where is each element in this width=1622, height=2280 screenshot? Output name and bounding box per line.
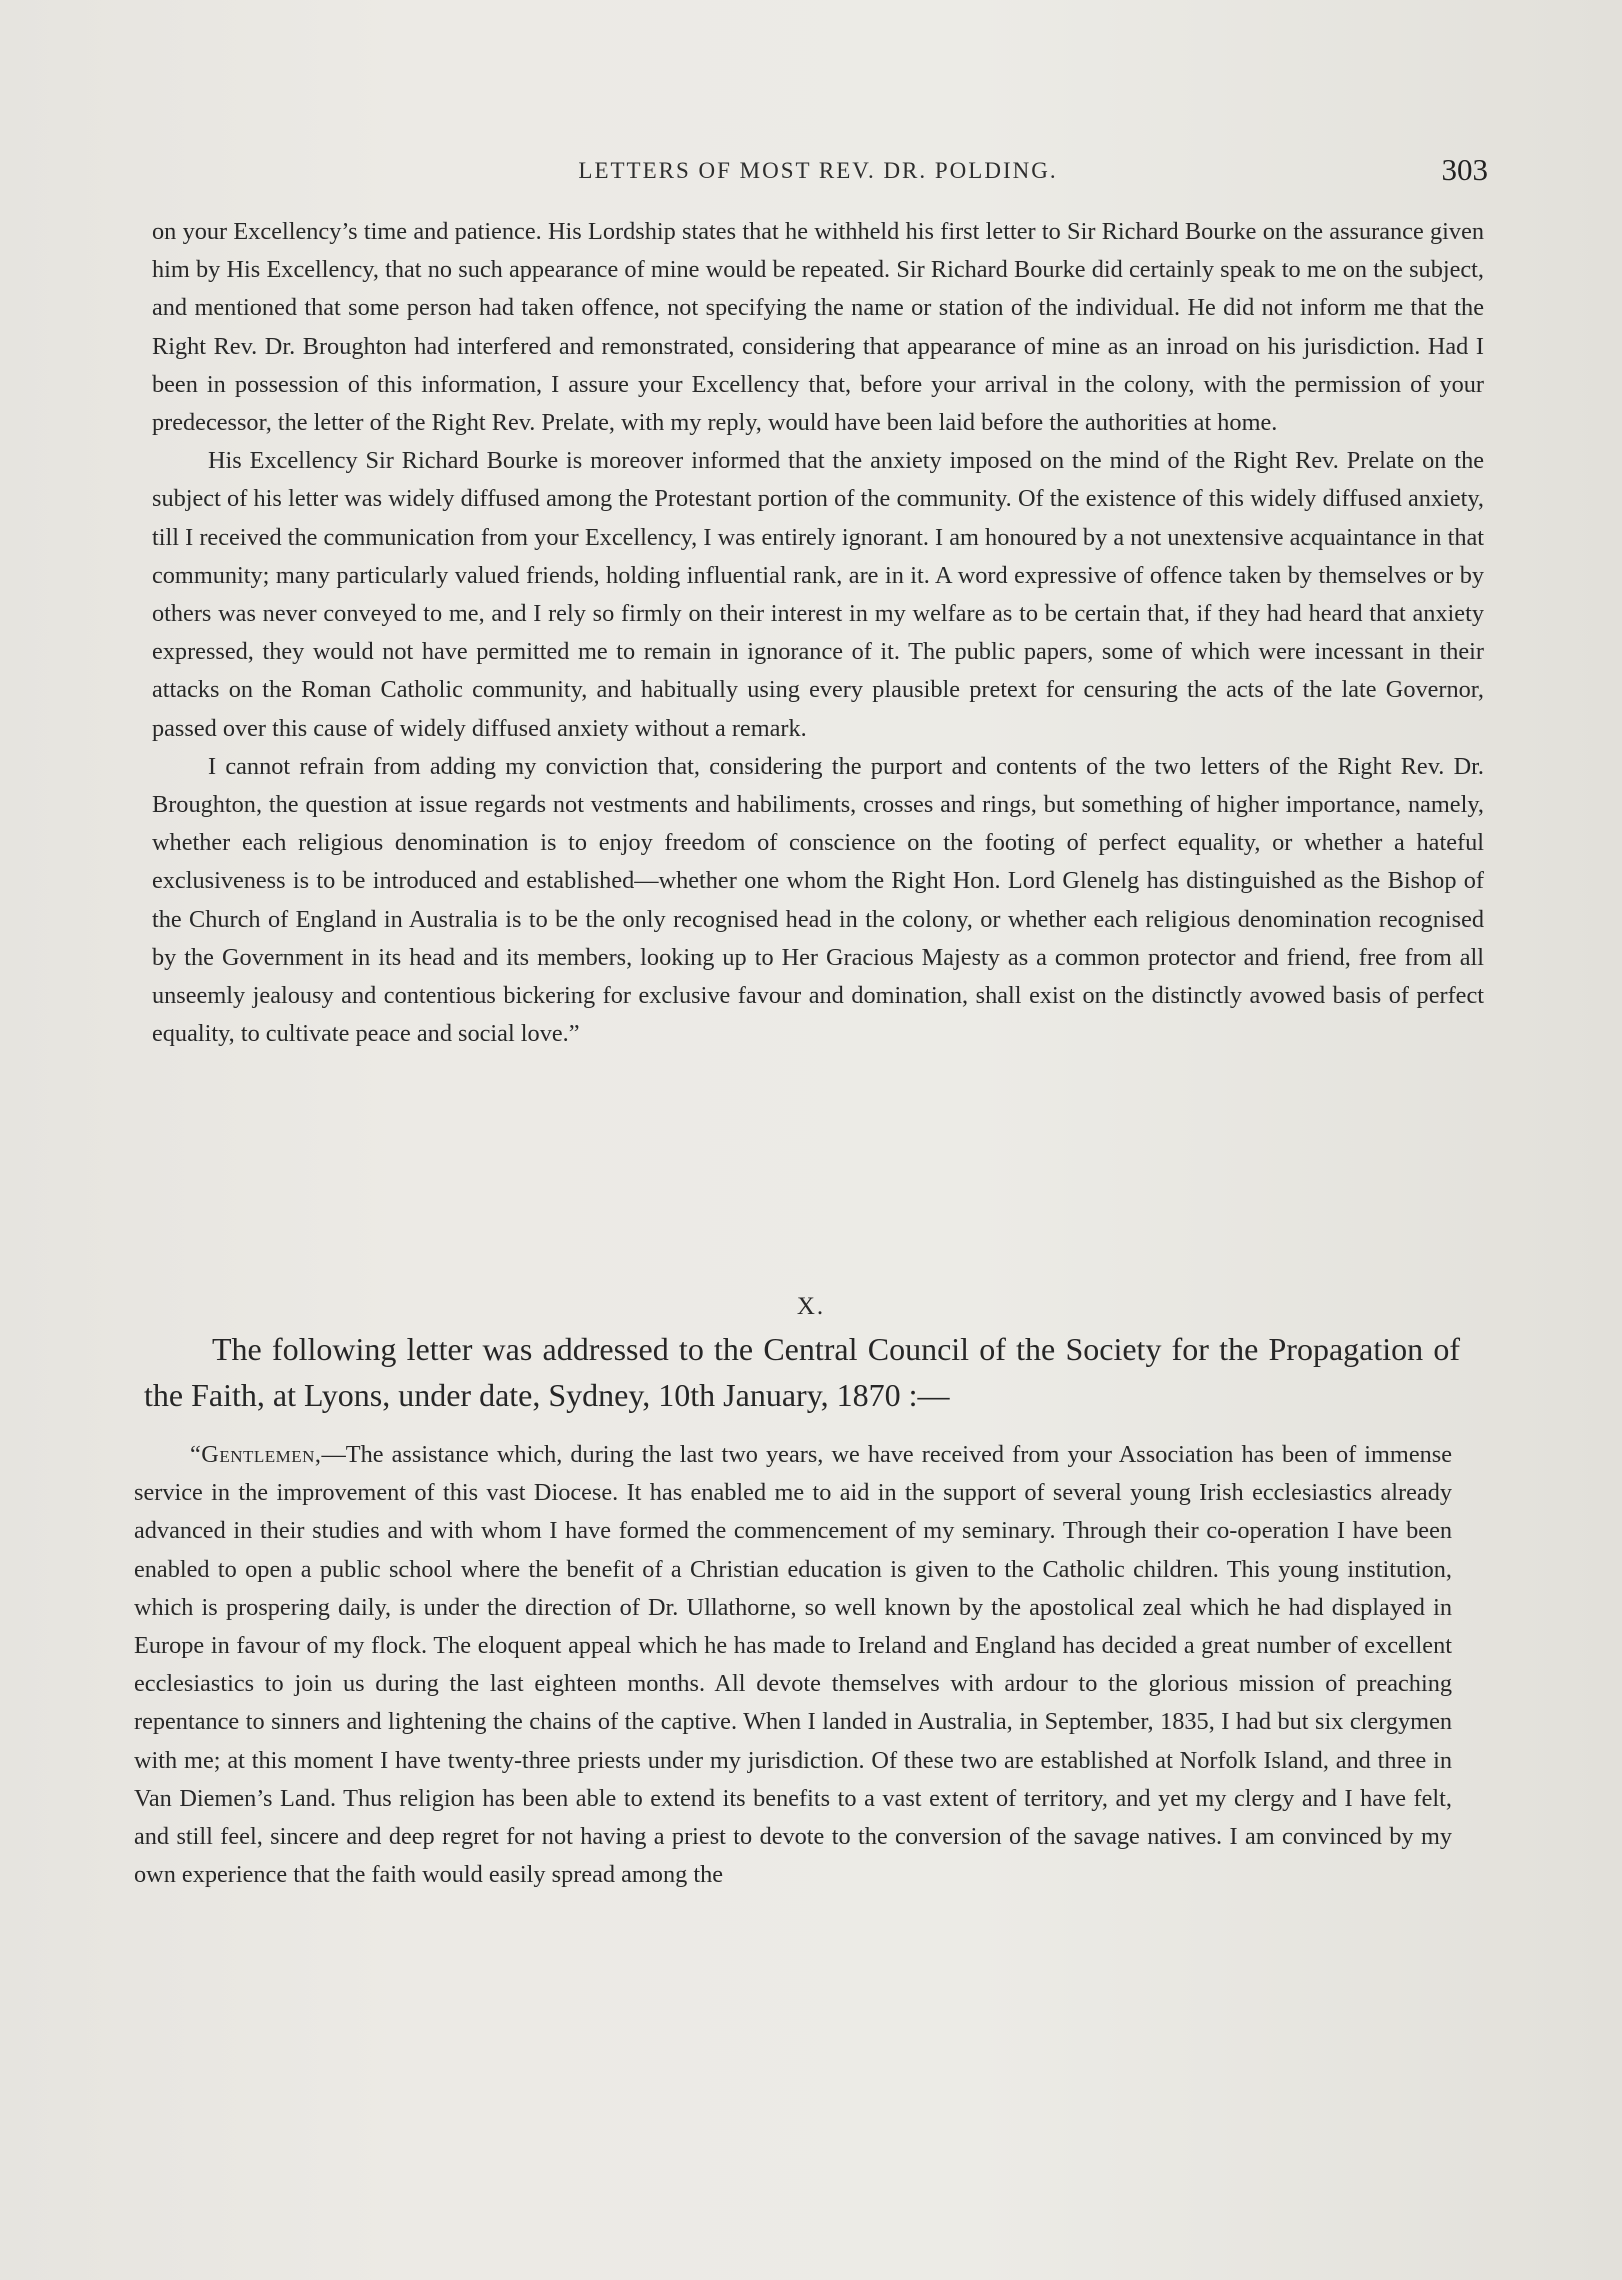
paragraph: I cannot refrain from adding my conviction that, considering the purport and contents of the two letters of the Right Rev. Dr. Broughton, the question at issue regards not vestments and habiliments, crosses and rings, but something of higher importance, namely, whether each religious denomination is to enjoy freedom of conscience on the footing of perfect equality, or whether a hateful exclusiveness is to be introduced and established—whether one whom the Right Hon. Lord Glenelg has distinguished as the Bishop of the Church of England in Australia is to be the only recognised head in the colony, or whether each religious denomination recognised by the Government in its head and its members, looking up to Her Gracious Majesty as a common protector and friend, free from all unseemly jealousy and contentious bickering for exclusive favour and domination, shall exist on the distinctly avowed basis of perfect equality, to cultivate peace and social love.” (152, 752, 1484, 1048)
paragraph (134, 1436, 1452, 1894)
running-title: LETTERS OF MOST REV. DR. POLDING. (578, 158, 1058, 183)
section-numeral: X. (796, 1293, 826, 1320)
salutation: “Gentlemen, (190, 1441, 322, 1468)
page-number: 303 (1441, 152, 1488, 187)
paragraph: His Excellency Sir Richard Bourke is moreover informed that the anxiety imposed on the mind of the Right Rev. Prelate on the subject of his letter was widely diffused among the Protestant portion of the community. Of the existence of this widely diffused anxiety, till I received the communication from your Excellency, I was entirely ignorant. I am honoured by a not unextensive acquaintance in that community; many particularly valued friends, holding influential rank, are in it. A word expressive of offence taken by themselves or by others was never conveyed to me, and I rely so firmly on their interest in my welfare as to be certain that, if they had heard that anxiety expressed, they would not have permitted me to remain in ignorance of it. The public papers, some of which were incessant in their attacks on the Roman Catholic community, and habitually using every plausible pretext for censuring the acts of the late Governor, passed over this cause of widely diffused anxiety without a remark. (152, 447, 1484, 742)
running-head (148, 152, 1488, 200)
letter-body (134, 1436, 1452, 1894)
section-intro: The following letter was addressed to the Central Council of the Society for the Propagation of the Faith, at Lyons, under date, Sydney, 10th January, 1870 :— (144, 1331, 1460, 1413)
letter-text: —The assistance which, during the last two years, we have received from your Association has been of immense service in the improvement of this vast Diocese. It has enabled me to aid in the support of several young Irish ecclesiastics already advanced in their studies and with whom I have formed the commencement of my seminary. Through their co-operation I have been enabled to open a public school where the benefit of a Christian education is given to the Catholic children. This young institution, which is prospering daily, is under the direction of Dr. Ullathorne, so well known by the apostolical zeal which he had displayed in Europe in favour of my flock. The eloquent appeal which he has made to Ireland and England has decided a great number of excellent ecclesiastics to join us during the last eighteen months. All devote themselves with ardour to the glorious mission of preaching repentance to sinners and lightening the chains of the captive. When I landed in Australia, in September, 1835, I had but six clergymen with me; at this moment I have twenty-three priests under my jurisdiction. Of these two are established at Norfolk Island, and three in Van Diemen’s Land. Thus religion has been able to extend its benefits to a vast extent of territory, and yet my clergy and I have felt, and still feel, sincere and deep regret for not having a priest to devote to the conversion of the savage natives. I am convinced by my own experience that the faith would easily spread among the (134, 1441, 1452, 1889)
letter-continuation (152, 213, 1484, 1053)
paragraph: on your Excellency’s time and patience. His Lordship states that he withheld his first letter to Sir Richard Bourke on the assurance given him by His Excellency, that no such appearance of mine would be repeated. Sir Richard Bourke did certainly speak to me on the subject, and mentioned that some person had taken offence, not specifying the name or station of the individual. He did not inform me that the Right Rev. Dr. Broughton had interfered and remonstrated, considering that appearance of mine as an inroad on his jurisdiction. Had I been in possession of this information, I assure your Excellency that, before your arrival in the colony, with the permission of your predecessor, the letter of the Right Rev. Prelate, with my reply, would have been laid before the authorities at home. (152, 218, 1484, 437)
